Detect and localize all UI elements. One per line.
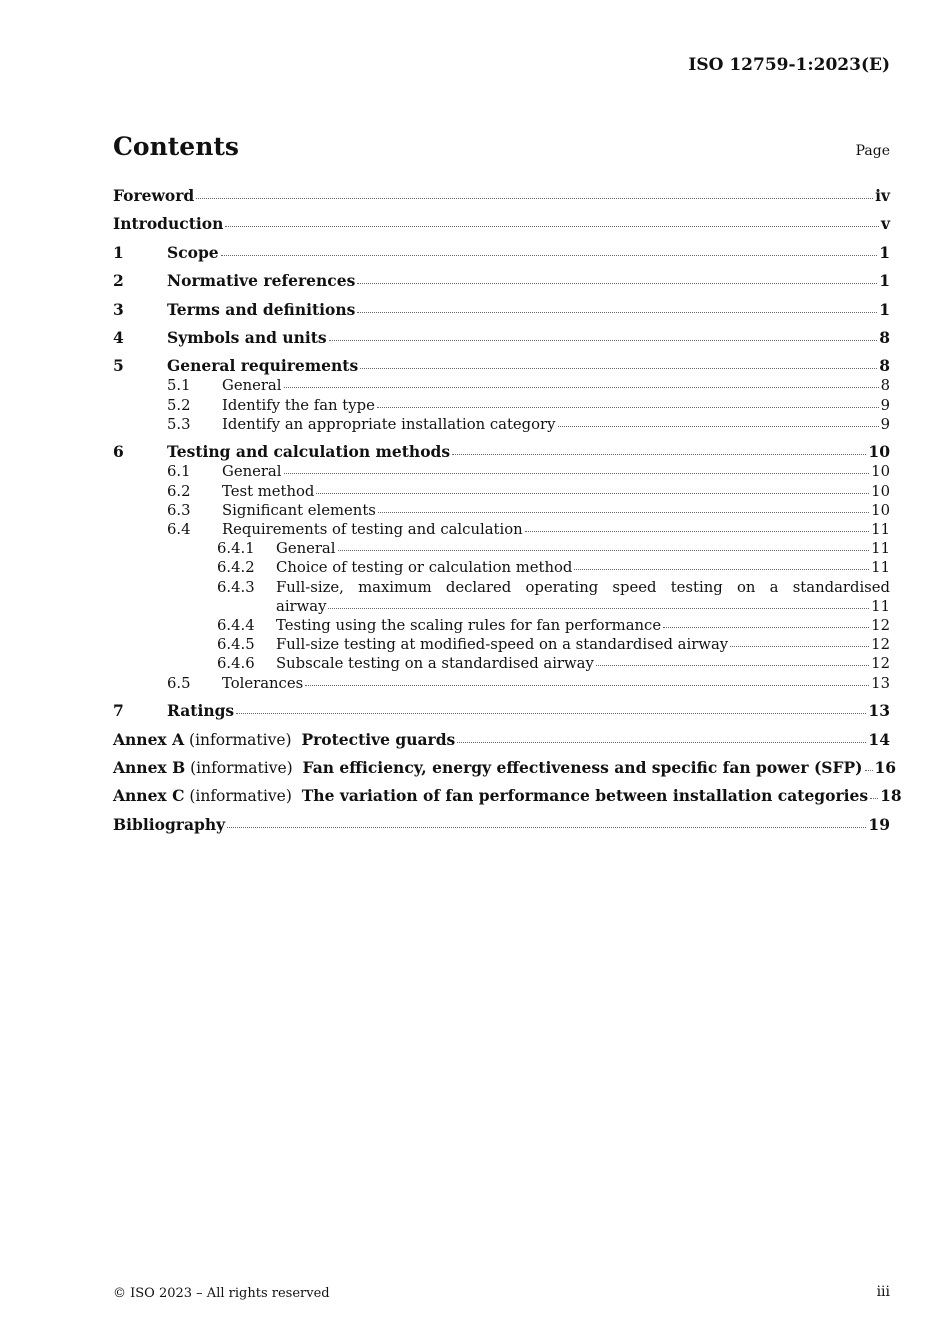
dot-leader	[378, 512, 869, 513]
toc-entry-page: 9	[880, 415, 890, 433]
toc-entry-number: 5	[113, 356, 124, 376]
toc-entry-title: Identify the fan type	[222, 396, 375, 414]
toc-entry-number: 6.4	[167, 520, 191, 538]
toc-entry-page: 1	[879, 242, 890, 262]
dot-leader	[730, 646, 869, 647]
toc-entry[interactable]	[113, 396, 890, 415]
toc-entry-page: 13	[871, 674, 890, 692]
annex-qualifier: (informative)	[184, 730, 302, 749]
toc-entry-page: 10	[871, 463, 890, 481]
toc-entry-title: Scope	[167, 242, 219, 262]
toc-entry-number: 6.5	[167, 674, 191, 692]
toc-entry-page: 13	[868, 701, 890, 721]
toc-entry-title: Test method	[222, 482, 315, 500]
dot-leader	[457, 742, 866, 743]
toc-entry[interactable]	[113, 271, 890, 291]
annex-title: Protective guards	[301, 729, 456, 749]
toc-entry-number: 6	[113, 442, 124, 462]
toc-entry-number: 7	[113, 701, 124, 721]
toc-entry[interactable]	[113, 558, 890, 577]
toc-entry-page: 1	[879, 271, 890, 291]
toc-entry[interactable]	[113, 674, 890, 693]
dot-leader	[377, 407, 879, 408]
toc-entry-title: Terms and definitions	[167, 299, 356, 319]
toc-entry[interactable]	[113, 635, 890, 654]
toc-entry-page: 16	[874, 757, 897, 777]
toc-entry[interactable]	[113, 214, 890, 234]
toc-entry[interactable]	[113, 730, 890, 750]
dot-leader	[596, 665, 869, 666]
annex-label: Annex C	[113, 786, 185, 806]
annex-qualifier: (informative)	[185, 758, 303, 777]
dot-leader	[865, 770, 873, 771]
toc-annex-title	[113, 786, 868, 806]
dot-leader	[558, 426, 879, 427]
dot-leader	[225, 226, 879, 227]
toc-entry[interactable]	[113, 415, 890, 434]
toc-entry-page: 10	[871, 482, 890, 500]
toc-entry[interactable]	[113, 376, 890, 395]
dot-leader	[357, 283, 877, 284]
toc-entry-page: 8	[879, 356, 890, 376]
toc-entry-title: Requirements of testing and calculation	[222, 520, 523, 538]
toc-entry-page: 11	[871, 540, 890, 558]
toc-entry-number: 6.4.5	[217, 636, 255, 654]
toc-entry[interactable]	[113, 243, 890, 263]
toc-entry-number: 5.2	[167, 396, 191, 414]
dot-leader	[305, 685, 869, 686]
toc-entry[interactable]	[113, 186, 890, 206]
toc-entry[interactable]	[113, 356, 890, 376]
dot-leader	[338, 550, 870, 551]
dot-leader	[196, 198, 873, 199]
toc-entry-number: 2	[113, 271, 124, 291]
toc-entry[interactable]	[113, 786, 902, 806]
contents-heading: Contents	[113, 132, 240, 161]
toc-entry-number: 4	[113, 327, 124, 347]
dot-leader	[284, 387, 879, 388]
toc-entry-title: Testing and calculation methods	[167, 442, 451, 462]
toc-entry-title: Foreword	[113, 186, 195, 205]
toc-entry-title: General requirements	[167, 356, 359, 376]
toc-entry-page: iv	[875, 186, 890, 205]
table-of-contents	[113, 186, 902, 835]
toc-entry-title: Introduction	[113, 214, 224, 234]
toc-entry-number: 6.4.3	[217, 578, 255, 596]
footer-copyright: © ISO 2023 – All rights reserved	[113, 1286, 330, 1301]
toc-entry[interactable]	[113, 616, 890, 635]
dot-leader	[525, 531, 870, 532]
toc-entry-page: 9	[880, 396, 890, 414]
footer-page-number: iii	[876, 1284, 890, 1300]
toc-entry-page: 12	[871, 655, 890, 673]
toc-entry[interactable]	[113, 701, 890, 721]
toc-entry-number: 6.4.2	[217, 559, 255, 577]
toc-entry-page: 18	[880, 786, 902, 806]
toc-entry-title: Identify an appropriate installation category	[222, 415, 556, 433]
toc-entry[interactable]	[113, 482, 890, 501]
annex-title: The variation of fan performance between installation categories	[301, 786, 869, 806]
toc-entry-page: 8	[880, 377, 890, 395]
dot-leader	[236, 713, 866, 714]
toc-entry[interactable]	[113, 501, 890, 520]
toc-entry-number: 6.4.4	[217, 616, 255, 634]
dot-leader	[360, 368, 877, 369]
toc-entry-title: Subscale testing on a standardised airway	[276, 655, 594, 673]
toc-entry[interactable]	[113, 815, 890, 835]
toc-entry[interactable]	[113, 578, 890, 616]
toc-entry[interactable]	[113, 442, 890, 462]
toc-entry-title: Normative references	[167, 271, 356, 291]
toc-entry-title: Ratings	[167, 701, 235, 721]
toc-annex-title	[113, 730, 455, 750]
toc-entry-page: 10	[871, 501, 890, 519]
toc-entry-page: 11	[871, 559, 890, 577]
dot-leader	[284, 473, 870, 474]
toc-entry-number: 6.3	[167, 501, 191, 519]
toc-entry-number: 3	[113, 299, 124, 319]
toc-entry-page: 8	[879, 327, 890, 347]
toc-entry-title: General	[222, 463, 282, 481]
annex-title: Fan efficiency, energy effectiveness and specific fan power (SFP)	[302, 757, 863, 777]
toc-entry-title: General	[222, 377, 282, 395]
dot-leader	[357, 312, 877, 313]
toc-entry-title: Testing using the scaling rules for fan performance	[276, 616, 662, 634]
toc-entry[interactable]	[113, 328, 890, 348]
toc-entry-page: 12	[871, 616, 890, 634]
toc-entry-page: 11	[871, 597, 890, 615]
toc-entry[interactable]	[113, 300, 890, 320]
toc-entry-number: 1	[113, 242, 124, 262]
toc-entry-title: Tolerances	[222, 674, 304, 692]
toc-entry-number: 6.1	[167, 463, 191, 481]
toc-entry-title: Significant elements	[222, 501, 376, 519]
toc-entry[interactable]	[113, 462, 890, 481]
dot-leader	[316, 493, 869, 494]
page-column-label: Page	[855, 143, 890, 159]
toc-annex-title	[113, 758, 863, 778]
toc-entry-page: 10	[868, 442, 890, 462]
dot-leader	[227, 827, 866, 828]
toc-entry-number: 5.1	[167, 377, 191, 395]
toc-entry-number: 6.2	[167, 482, 191, 500]
annex-label: Annex A	[113, 729, 185, 749]
toc-entry-page: 19	[868, 814, 890, 834]
document-code: ISO 12759-1:2023(E)	[688, 55, 890, 75]
dot-leader	[328, 608, 869, 609]
toc-entry-page: 11	[871, 520, 890, 538]
toc-entry-page: 12	[871, 636, 890, 654]
dot-leader	[329, 340, 878, 341]
toc-entry[interactable]	[113, 539, 890, 558]
toc-entry[interactable]	[113, 654, 890, 673]
toc-entry-number: 6.4.6	[217, 655, 255, 673]
toc-entry-title: Full-size, maximum declared operating speed testing on a standardised	[276, 578, 890, 596]
toc-entry-title: Bibliography	[113, 814, 226, 834]
dot-leader	[870, 798, 878, 799]
toc-entry-page: 1	[879, 299, 890, 319]
dot-leader	[221, 255, 878, 256]
toc-entry-number: 5.3	[167, 415, 191, 433]
dot-leader	[663, 627, 869, 628]
toc-entry[interactable]	[113, 520, 890, 539]
annex-label: Annex B	[113, 757, 186, 777]
toc-entry-number: 6.4.1	[217, 540, 255, 558]
annex-qualifier: (informative)	[184, 787, 302, 806]
dot-leader	[452, 454, 866, 455]
toc-entry-title: Full-size testing at modified-speed on a standardised airway	[276, 636, 729, 654]
toc-entry-page: v	[880, 214, 890, 234]
toc-entry-title: General	[276, 540, 336, 558]
toc-entry-page: 14	[868, 729, 890, 749]
toc-entry-title: Choice of testing or calculation method	[276, 559, 573, 577]
toc-entry-title: Symbols and units	[167, 327, 327, 347]
toc-entry-title-continued: airway	[276, 597, 327, 615]
toc-entry[interactable]	[113, 757, 897, 778]
dot-leader	[574, 569, 869, 570]
